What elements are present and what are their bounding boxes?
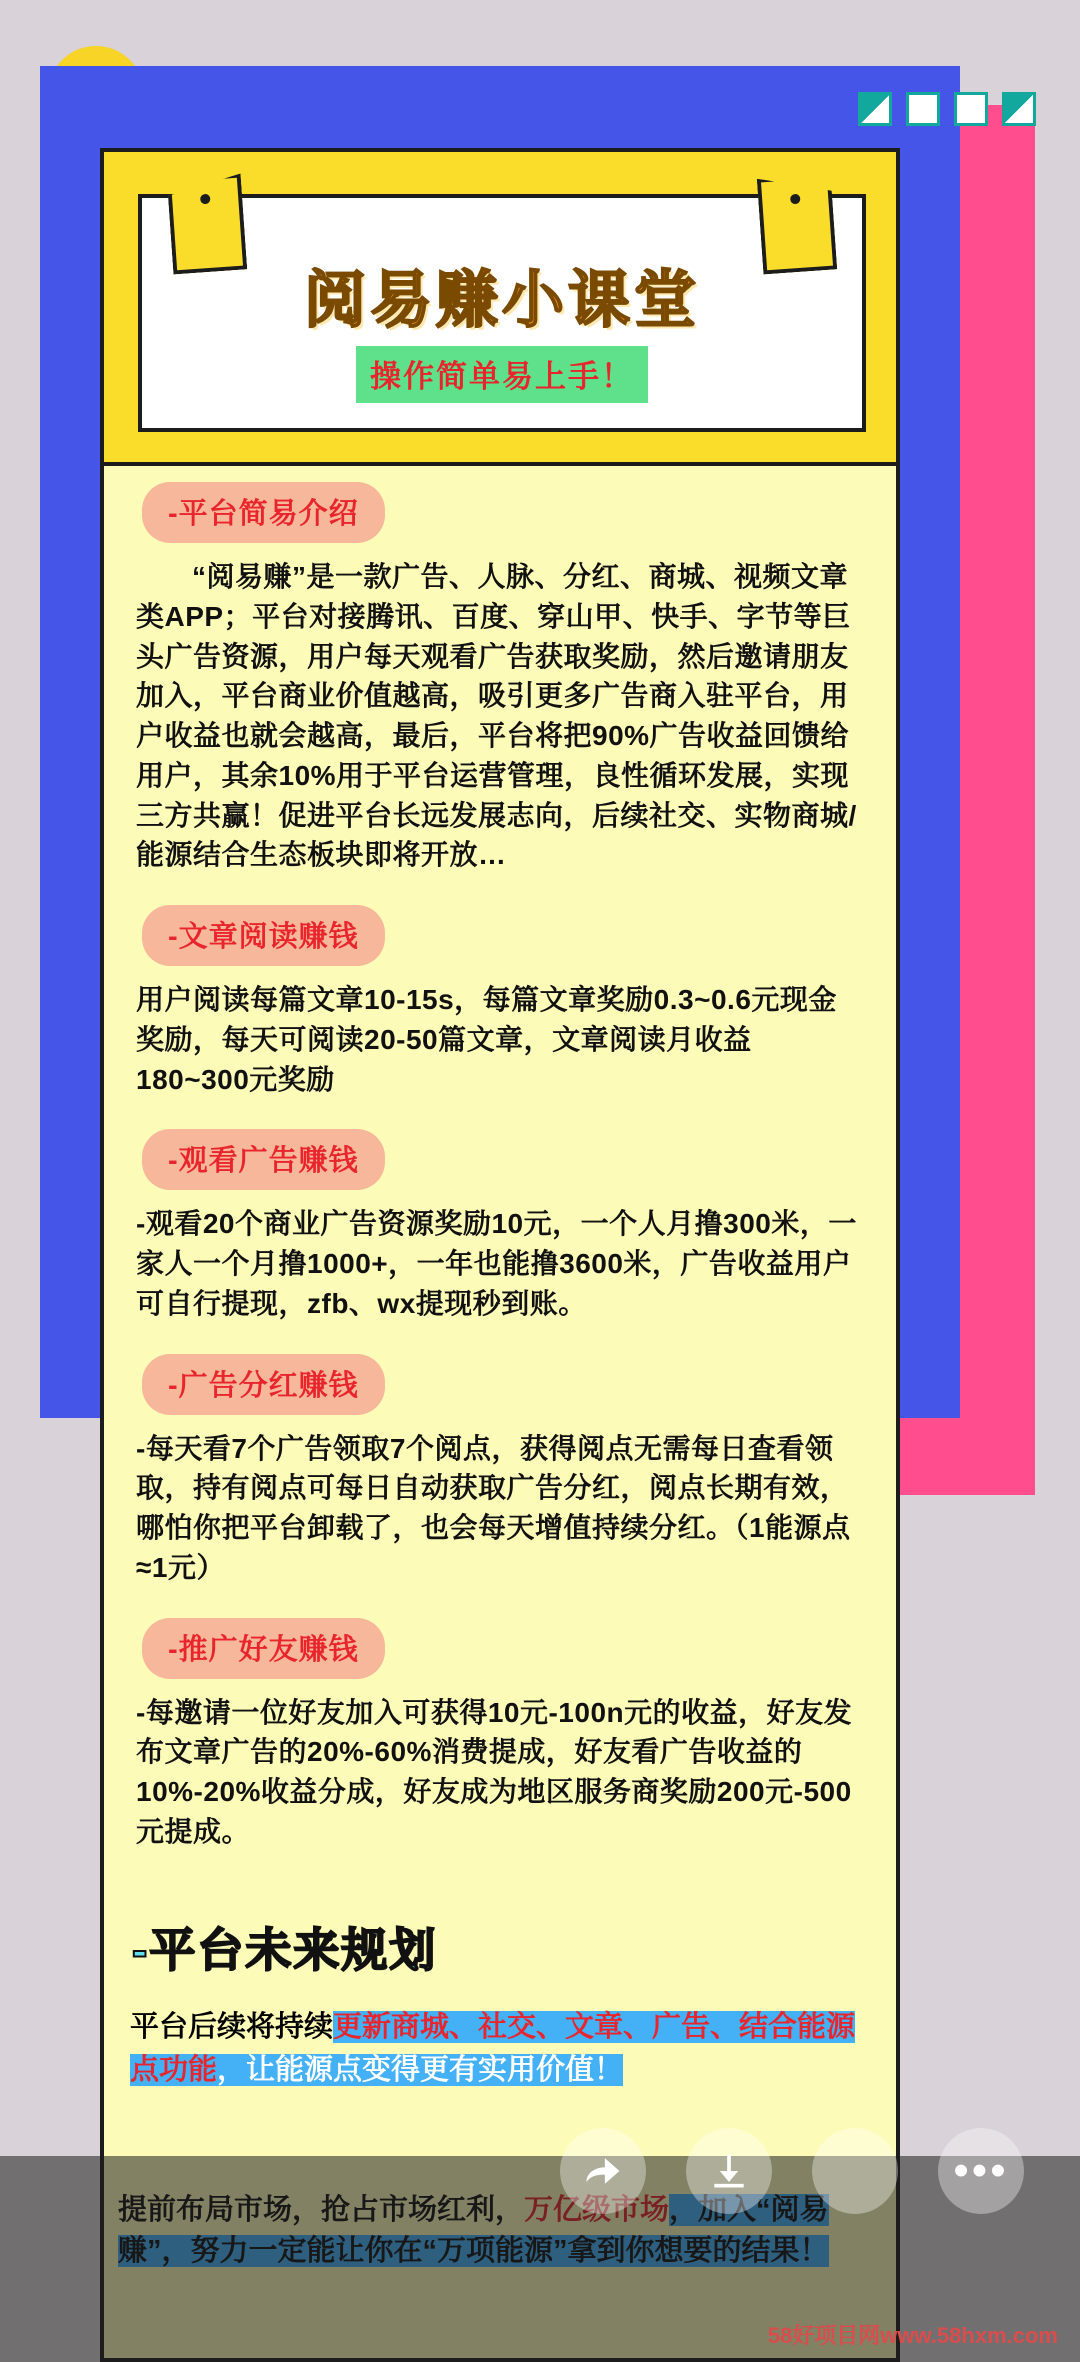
section-text-referral: -每邀请一位好友加入可获得10元-100n元的收益，好友发布文章广告的20%-60%消费提成，好友看广告收益的10%-20%收益分成，好友成为地区服务商奖励200元-500元提成。 (136, 1696, 853, 1847)
section-text-ads: -观看20个商业广告资源奖励10元，一个人月撸300米，一家人一个月撸1000+，一年也能撸3600米，广告收益用户可自行提现，zfb、wx提现秒到账。 (136, 1208, 857, 1319)
more-icon[interactable]: ••• (938, 2128, 1024, 2214)
section-text-reading: 用户阅读每篇文章10-15s，每篇文章奖励0.3~0.6元现金奖励，每天可阅读20-50篇文章，文章阅读月收益180~300元奖励 (136, 984, 837, 1095)
future-part-1: 平台后续将持续 (130, 2010, 334, 2043)
section-heading-ads: -观看广告赚钱 (142, 1129, 385, 1190)
action-buttons (560, 2128, 1024, 2214)
watermark: 58好项目网www.58hxm.com (767, 2323, 1058, 2348)
future-part-3: ，让能源点变得更有实用价值！ (217, 2054, 624, 2086)
window-dots (858, 92, 1036, 126)
section-heading-referral: -推广好友赚钱 (142, 1618, 385, 1679)
window-dot-3 (954, 92, 988, 126)
page-title: 阅易赚小课堂 (303, 266, 700, 335)
page-subtitle-text: 操作简单易上手！ (356, 346, 648, 403)
grid-icon[interactable] (812, 2128, 898, 2214)
section-heading-future: -平台未来规划 (132, 1923, 438, 1976)
section-heading-intro: -平台简易介绍 (142, 482, 385, 543)
header-card (100, 148, 900, 466)
page-subtitle (142, 346, 862, 403)
section-text-dividend: -每天看7个广告领取7个阅点，获得阅点无需每日查看领取，持有阅点可每日自动获取广告分红，阅点长期有效，哪怕你把平台卸载了，也会每天增值持续分红。（1能源点≈1元） (136, 1432, 851, 1583)
section-heading-reading: -文章阅读赚钱 (142, 905, 385, 966)
share-icon[interactable] (560, 2128, 646, 2214)
section-text-future (126, 2006, 874, 2093)
article-content (104, 470, 896, 2093)
section-heading-dividend: -广告分红赚钱 (142, 1354, 385, 1415)
header-plate (138, 194, 866, 432)
section-text-intro: “阅易赚”是一款广告、人脉、分红、商城、视频文章类APP；平台对接腾讯、百度、穿山甲、快手、字节等巨头广告资源，用户每天观看广告获取奖励，然后邀请朋友加入，平台商业价值越高，吸引更多广告商入驻平台，用户收益也就会越高，最后，平台将把90%广告收益回馈给用户，其余10%用于平台运营管理，良性循环发展，实现三方共赢！促进平台长远发展志向，后续社交、实物商城/能源结合生态板块即将开放… (136, 561, 857, 871)
window-dot-4 (1002, 92, 1036, 126)
future-part-2: 更新商城、社交、文章、广告、结合能源点功能 (130, 2010, 856, 2086)
window-dot-2 (906, 92, 940, 126)
window-dot-1 (858, 92, 892, 126)
download-icon[interactable] (686, 2128, 772, 2214)
